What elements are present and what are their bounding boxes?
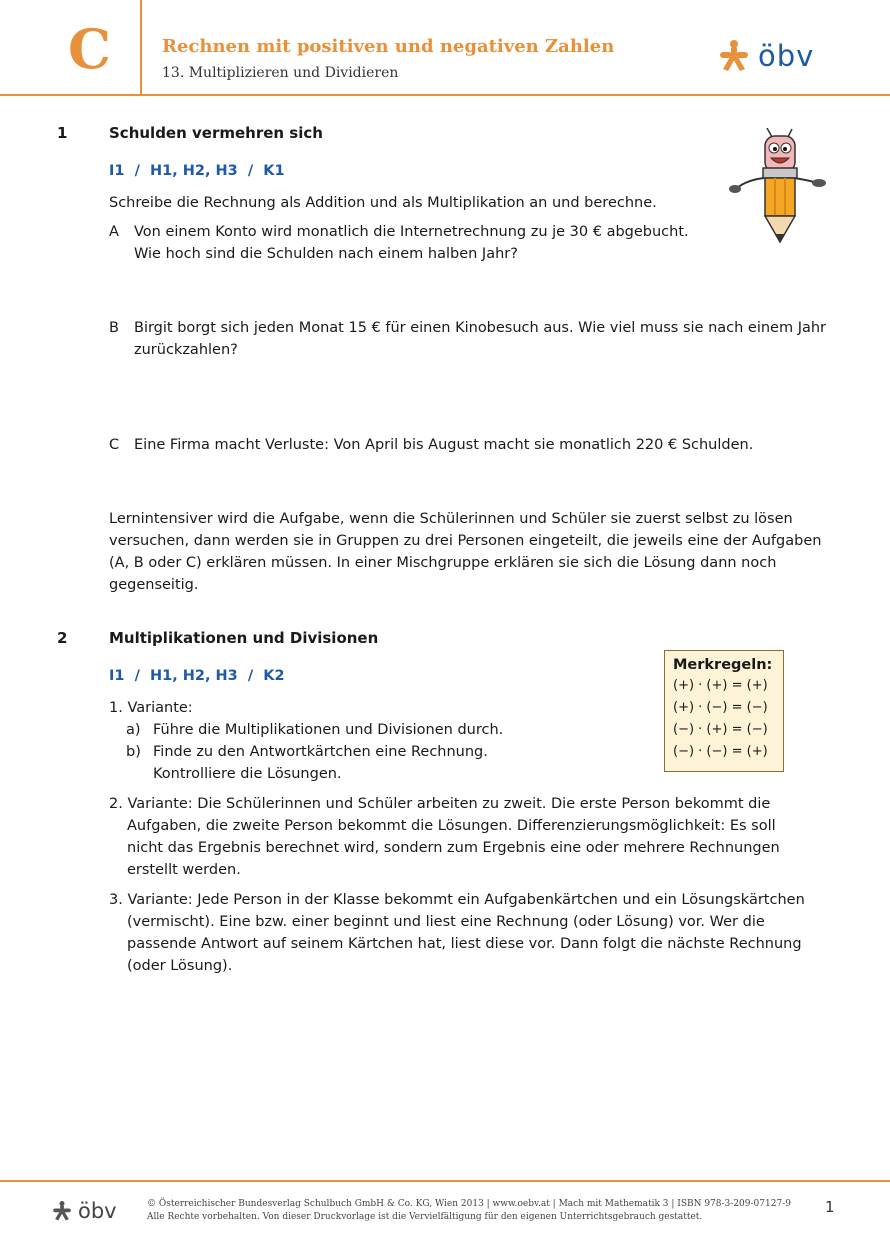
rule-row: (+) · (−) = (−) [673,700,768,715]
variant-2-line1: 2. Variante: Die Schülerinnen und Schüler arbeiten zu zweit. Die erste Person bekommt die [109,796,771,812]
footer-brand-name: öbv [78,1199,117,1223]
task-b-line2: zurückzahlen? [134,342,238,358]
variant-1-a-label: a) [126,722,141,738]
page-subtitle: 13. Multiplizieren und Dividieren [162,65,399,81]
footer-logo [52,1199,117,1223]
page-number: 1 [825,1198,835,1216]
pencil-mascot-icon [722,128,838,246]
rule-row: (+) · (+) = (+) [673,678,768,693]
task-a-label: A [109,224,119,240]
variant-1-b-label: b) [126,744,141,760]
variant-1-title: 1. Variante: [109,700,193,716]
task-a-line2: Wie hoch sind die Schulden nach einem halben Jahr? [134,246,518,262]
star-logo-icon [52,1200,72,1222]
header-divider [140,0,142,95]
rule-row: (−) · (−) = (+) [673,744,768,759]
publisher-logo [718,38,814,74]
variant-3-line3: passende Antwort auf seinem Kärtchen hat, liest diese vor. Dann folgt die nächste Rechnung [127,936,802,952]
rules-box [664,650,784,772]
task-b-line1: Birgit borgt sich jeden Monat 15 € für einen Kinobesuch aus. Wie viel muss sie nach einem Jahr [134,320,827,336]
section-1-competences: I1 / H1, H2, H3 / K1 [109,163,285,179]
footer-copyright [147,1198,791,1224]
variant-3-line1: 3. Variante: Jede Person in der Klasse bekommt ein Aufgabenkärtchen und ein Lösungskärtchen [109,892,805,908]
note-line4: gegenseitig. [109,577,199,593]
section-2-competences: I1 / H1, H2, H3 / K2 [109,668,285,684]
footer-rule [0,1180,890,1182]
task-b-label: B [109,320,119,336]
brand-name: öbv [758,39,815,73]
note-line1: Lernintensiver wird die Aufgabe, wenn die Schülerinnen und Schüler sie zuerst selbst zu lösen [109,511,793,527]
section-1-intro: Schreibe die Rechnung als Addition und als Multiplikation an und berechne. [109,195,657,211]
section-1-number: 1 [57,124,68,142]
rules-title: Merkregeln: [673,657,773,673]
footer-line2: Alle Rechte vorbehalten. Von dieser Druckvorlage ist die Vervielfältigung für den eigenen Unterrichtsgebrauch gestattet. [147,1212,703,1222]
task-c-line1: Eine Firma macht Verluste: Von April bis August macht sie monatlich 220 € Schulden. [134,437,754,453]
page-title: Rechnen mit positiven und negativen Zahlen [162,36,615,57]
rule-row: (−) · (+) = (−) [673,722,768,737]
section-2-number: 2 [57,629,68,647]
variant-1-a-text: Führe die Multiplikationen und Divisionen durch. [153,722,504,738]
section-2-title: Multiplikationen und Divisionen [109,629,379,647]
variant-2-line3: nicht das Ergebnis berechnet wird, sondern zum Ergebnis eine oder mehrere Rechnungen [127,840,780,856]
section-1-title: Schulden vermehren sich [109,124,323,142]
footer-line1: © Österreichischer Bundesverlag Schulbuch GmbH & Co. KG, Wien 2013 | www.oebv.at | Mach mit Mathematik 3 | ISBN 978-3-209-07127-9 [147,1199,791,1209]
note-line3: (A, B oder C) erklären müssen. In einer Mischgruppe erklären sie sich die Lösung dann noch [109,555,777,571]
variant-1-b-text2: Kontrolliere die Lösungen. [153,766,342,782]
variant-2-line4: erstellt werden. [127,862,241,878]
variant-1-b-text: Finde zu den Antwortkärtchen eine Rechnung. [153,744,488,760]
variant-3-line2: (vermischt). Eine bzw. einer beginnt und liest eine Rechnung (oder Lösung) vor. Wer die [127,914,765,930]
chapter-letter: C [68,17,111,81]
star-logo-icon [718,39,750,73]
note-line2: versuchen, dann werden sie in Gruppen zu drei Personen eingeteilt, die jeweils eine der Aufgaben [109,533,822,549]
variant-2-line2: Aufgaben, die zweite Person bekommt die Lösungen. Differenzierungsmöglichkeit: Es soll [127,818,776,834]
variant-3-line4: (oder Lösung). [127,958,233,974]
task-a-line1: Von einem Konto wird monatlich die Internetrechnung zu je 30 € abgebucht. [134,224,689,240]
task-c-label: C [109,437,120,453]
header-rule [0,94,890,96]
